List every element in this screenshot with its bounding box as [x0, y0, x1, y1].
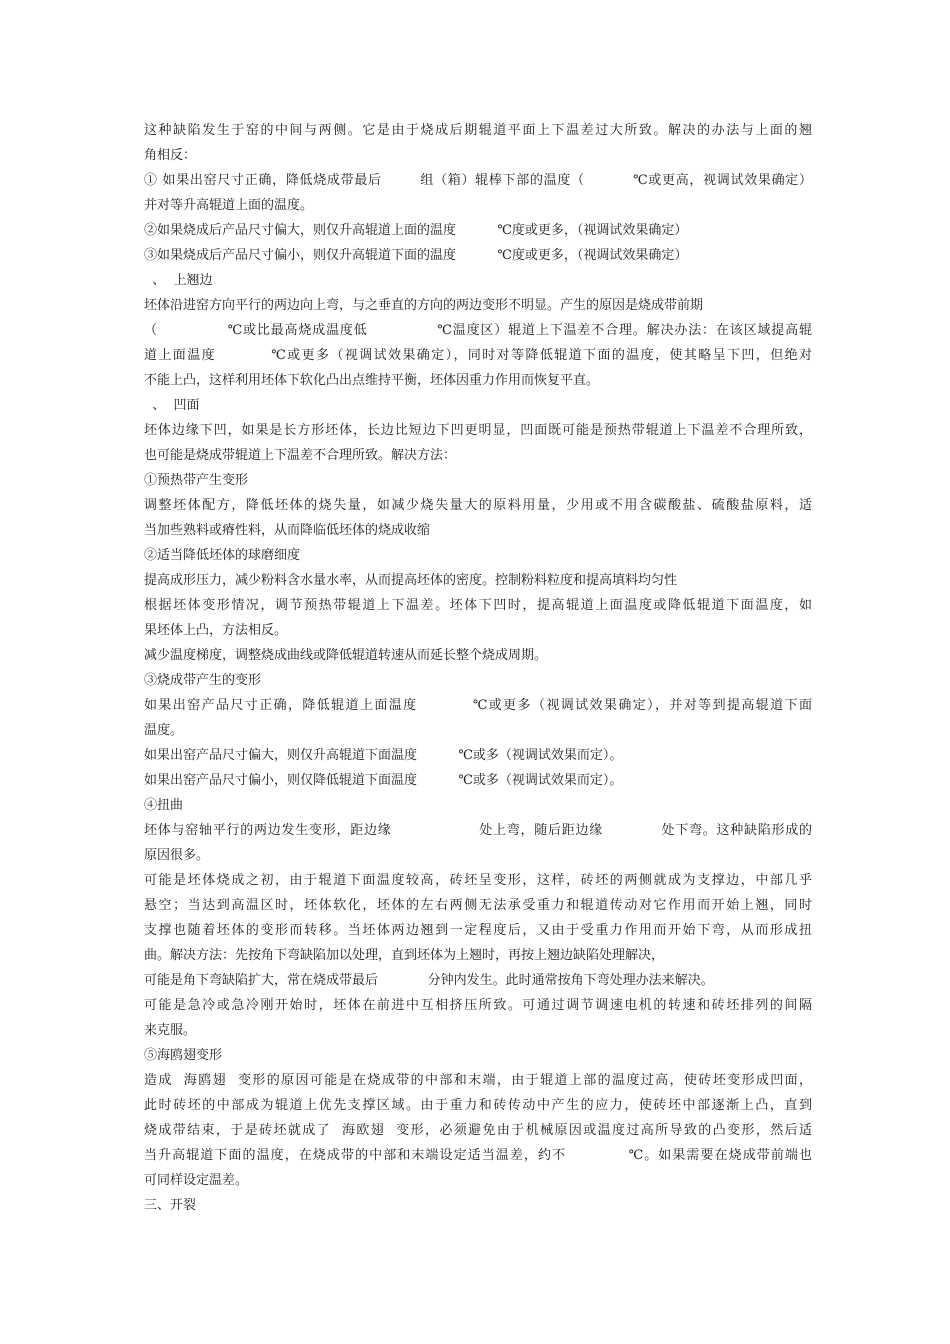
text-line: 道上面温度 ℃或更多（视调试效果确定），同时对等降低辊道下面的温度，使其略呈下凹，但绝对: [144, 348, 812, 363]
text-line: 也可能是烧成带辊道上下温差不合理所致。解决方法：: [144, 448, 457, 463]
text-line: 如果出窑产品尺寸正确，降低辊道上面温度 ℃或更多（视调试效果确定），并对等到提高辊道下面: [144, 698, 812, 713]
text-line: 根据坯体变形情况，调节预热带辊道上下温差。坯体下凹时，提高辊道上面温度或降低辊道下面温度，如: [144, 598, 812, 613]
text-line: 减少温度梯度，调整烧成曲线或降低辊道转速从而延长整个烧成周期。: [144, 648, 548, 663]
text-line: ⑤海鸥翅变形: [144, 1048, 223, 1063]
text-line: 不能上凸，这样利用坯体下软化凸出点维持平衡，坯体因重力作用而恢复平直。: [144, 373, 600, 388]
text-line: 造成 海鸥翅 变形的原因可能是在烧成带的中部和末端，由于辊道上部的温度过高，使砖坯变形成凹面，: [144, 1073, 812, 1088]
text-line: 这种缺陷发生于窑的中间与两侧。它是由于烧成后期辊道平面上下温差过大所致。解决的办法与上面的翘: [144, 123, 812, 138]
text-line: ②适当降低坯体的球磨细度: [144, 548, 301, 563]
text-line: 此时砖坯的中部成为辊道上优先支撑区域。由于重力和砖传动中产生的应力，使砖坯中部逐渐上凸，直到: [144, 1098, 812, 1113]
text-line: ①预热带产生变形: [144, 473, 249, 488]
text-line: 温度。: [144, 723, 184, 738]
text-line: 坯体与窑轴平行的两边发生变形，距边缘 处上弯，随后距边缘 处下弯。这种缺陷形成的: [144, 823, 812, 838]
text-line: 曲。解决方法：先按角下弯缺陷加以处理，直到坯体为上翘时，再按上翘边缺陷处理解决，: [144, 948, 665, 963]
text-line: 原因很多。: [144, 848, 210, 863]
text-line: ① 如果出窑尺寸正确，降低烧成带最后 组（箱）辊棒下部的温度（ ℃或更高，视调试效果确定）: [144, 173, 812, 188]
text-line: 果坯体上凸，方法相反。: [144, 623, 288, 638]
text-line: 提高成形压力，减少粉料含水量水率，从而提高坯体的密度。控制粉料粒度和提高填料均匀性: [144, 573, 678, 588]
text-line: 支撑也随着坯体的变形而转移。当坯体两边翘到一定程度后，又由于受重力作用而开始下弯，从而形成扭: [144, 923, 812, 938]
text-line: 、 上翘边: [144, 273, 213, 288]
text-line: 如果出窑产品尺寸偏大，则仅升高辊道下面温度 ℃或多（视调试效果而定）。: [144, 748, 623, 763]
text-line: 可能是急冷或急冷刚开始时，坯体在前进中互相挤压所致。可通过调节调速电机的转速和砖坯排列的间隔: [144, 998, 812, 1013]
text-line: ③烧成带产生的变形: [144, 673, 262, 688]
text-line: 三、开裂: [144, 1198, 197, 1213]
text-line: 悬空；当达到高温区时，坯体软化，坯体的左右两侧无法承受重力和辊道传动对它作用而开始上翘，同时: [144, 898, 812, 913]
text-line: 当升高辊道下面的温度，在烧成带的中部和末端设定适当温差，约不 ℃。如果需要在烧成带前端也: [144, 1148, 812, 1163]
text-line: ③如果烧成后产品尺寸偏小，则仅升高辊道下面的温度 ℃度或更多，（视调试效果确定）: [144, 248, 688, 263]
text-line: （ ℃或比最高烧成温度低 ℃温度区）辊道上下温差不合理。解决办法：在该区域提高辊: [144, 323, 812, 338]
text-line: 当加些熟料或瘠性料，从而降临低坯体的烧成收缩: [144, 523, 431, 538]
text-line: 坯体边缘下凹，如果是长方形坯体，长边比短边下凹更明显，凹面既可能是预热带辊道上下温差不合理所致，: [144, 423, 812, 438]
document-body: [144, 118, 812, 1218]
text-line: 如果出窑产品尺寸偏小，则仅降低辊道下面温度 ℃或多（视调试效果而定）。: [144, 773, 623, 788]
text-line: 烧成带结束，于是砖坯就成了 海欧翅 变形，必须避免由于机械原因或温度过高所导致的凸变形，然后适: [144, 1123, 812, 1138]
text-line: 调整坯体配方，降低坯体的烧失量，如减少烧失量大的原料用量，少用或不用含碳酸盐、硫酸盐原料，适: [144, 498, 812, 513]
text-line: 可能是坯体烧成之初，由于辊道下面温度较高，砖坯呈变形，这样，砖坯的两侧就成为支撑边，中部几乎: [144, 873, 812, 888]
text-line: 、 凹面: [144, 398, 200, 413]
text-line: 坯体沿进窑方向平行的两边向上弯，与之垂直的方向的两边变形不明显。产生的原因是烧成带前期: [144, 298, 704, 313]
text-line: 角相反：: [144, 148, 197, 163]
text-line: 并对等升高辊道上面的温度。: [144, 198, 314, 213]
text-line: ②如果烧成后产品尺寸偏大，则仅升高辊道上面的温度 ℃度或更多，（视调试效果确定）: [144, 223, 688, 238]
text-line: 可同样设定温差。: [144, 1173, 249, 1188]
text-line: 来克服。: [144, 1023, 197, 1038]
text-line: ④扭曲: [144, 798, 184, 813]
text-line: 可能是角下弯缺陷扩大，常在烧成带最后 分钟内发生。此时通常按角下弯处理办法来解决。: [144, 973, 714, 988]
